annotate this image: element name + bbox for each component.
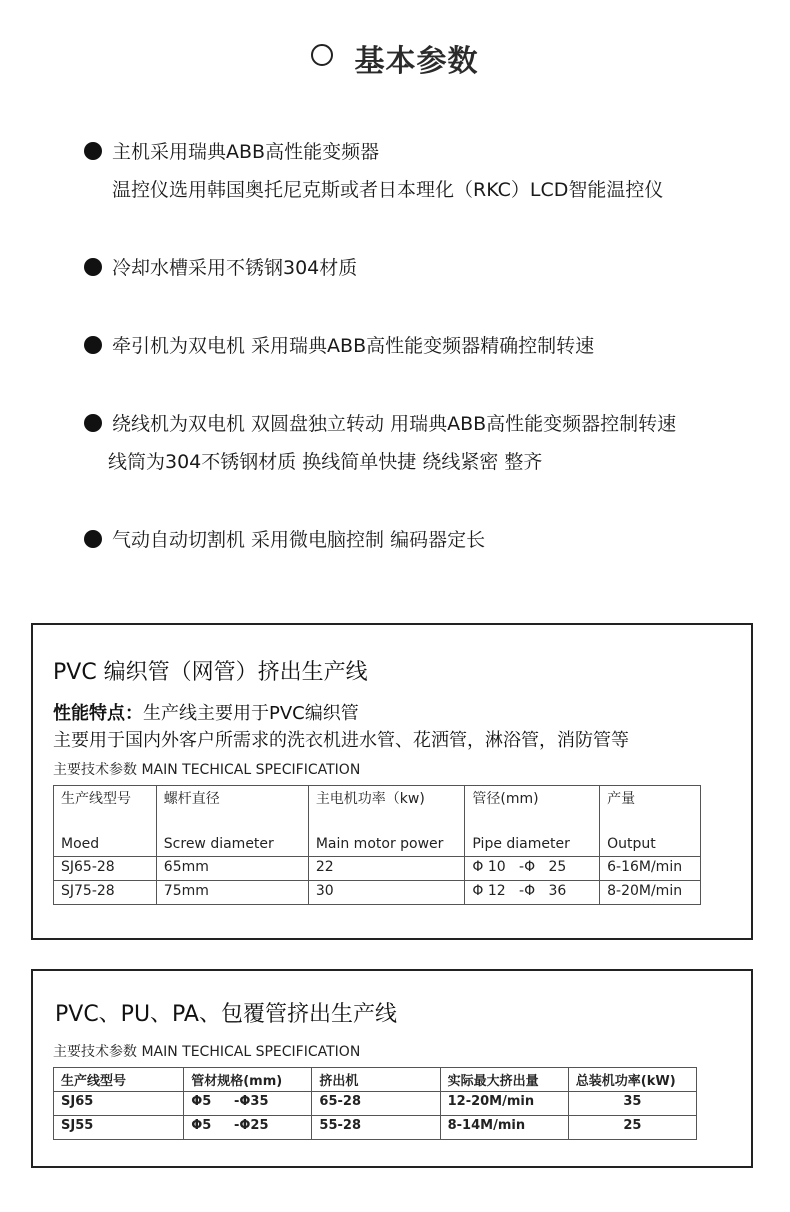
spec-label: 主要技术参数 MAIN TECHICAL SPECIFICATION — [53, 762, 361, 778]
table-cell: 35 — [568, 1092, 696, 1116]
circle-icon — [311, 44, 333, 66]
table-header-cell: 生产线型号 — [54, 1068, 184, 1092]
spec-table — [53, 1067, 697, 1140]
table-cell: 30 — [308, 881, 465, 905]
table-cell: 25 — [568, 1116, 696, 1140]
bullet-icon — [84, 414, 102, 432]
table-header-row — [54, 786, 701, 857]
table-row — [54, 1092, 697, 1116]
bullet-icon — [84, 258, 102, 276]
table-row — [54, 881, 701, 905]
table-cell: 22 — [308, 857, 465, 881]
table-cell: Φ5 -Φ25 — [184, 1116, 312, 1140]
bullet-text: 主机采用瑞典ABB高性能变频器 — [112, 141, 380, 163]
section-header — [0, 36, 790, 80]
spec-table — [53, 785, 701, 905]
list-item — [84, 140, 663, 202]
table-cell: 12-20M/min — [440, 1092, 568, 1116]
features-text: 生产线主要用于PVC编织管 — [143, 703, 359, 724]
table-header-cell: 主电机功率（kw) Main motor power — [308, 786, 465, 857]
table-header-cell: 螺杆直径 Screw diameter — [156, 786, 308, 857]
bullet-text: 绕线机为双电机 双圆盘独立转动 用瑞典ABB高性能变频器控制转速 — [112, 413, 677, 435]
table-cell: Φ 12 -Φ 36 — [465, 881, 600, 905]
table-header-cell: 管径(mm) Pipe diameter — [465, 786, 600, 857]
table-header-row — [54, 1068, 697, 1092]
table-header-cell: 管材规格(mm) — [184, 1068, 312, 1092]
table-header-cell: 产量 Output — [600, 786, 701, 857]
list-item — [84, 412, 676, 474]
bullet-icon — [84, 336, 102, 354]
table-row — [54, 1116, 697, 1140]
table-cell: Φ 10 -Φ 25 — [465, 857, 600, 881]
table-cell: 75mm — [156, 881, 308, 905]
section-title: 基本参数 — [354, 44, 479, 79]
features — [53, 699, 359, 725]
table-cell: 65-28 — [312, 1092, 440, 1116]
bullet-text-continued: 线筒为304不锈钢材质 换线简单快捷 绕线紧密 整齐 — [108, 451, 543, 473]
table-header-cell: 总装机功率(kW) — [568, 1068, 696, 1092]
table-cell: SJ55 — [54, 1116, 184, 1140]
product-box-coated-pipe — [31, 969, 753, 1168]
table-cell: Φ5 -Φ35 — [184, 1092, 312, 1116]
table-cell: SJ75-28 — [54, 881, 157, 905]
product-title: PVC 编织管（网管）挤出生产线 — [53, 660, 368, 685]
table-header-cell: 实际最大挤出量 — [440, 1068, 568, 1092]
table-header-cell: 挤出机 — [312, 1068, 440, 1092]
table-cell: 6-16M/min — [600, 857, 701, 881]
table-cell: 55-28 — [312, 1116, 440, 1140]
features-label: 性能特点： — [53, 703, 143, 724]
spec-label: 主要技术参数 MAIN TECHICAL SPECIFICATION — [53, 1044, 361, 1060]
table-cell: SJ65-28 — [54, 857, 157, 881]
table-row — [54, 857, 701, 881]
usage-text: 主要用于国内外客户所需求的洗衣机进水管、花洒管，淋浴管，消防管等 — [53, 730, 629, 751]
table-cell: 8-20M/min — [600, 881, 701, 905]
table-header-cell: 生产线型号 Moed — [54, 786, 157, 857]
bullet-text: 冷却水槽采用不锈钢304材质 — [112, 257, 358, 279]
table-cell: 65mm — [156, 857, 308, 881]
table-cell: SJ65 — [54, 1092, 184, 1116]
list-item — [84, 334, 594, 358]
bullet-text-continued: 温控仪选用韩国奥托尼克斯或者日本理化（RKC）LCD智能温控仪 — [112, 179, 664, 201]
table-cell: 8-14M/min — [440, 1116, 568, 1140]
product-box-braided-pipe — [31, 623, 753, 940]
list-item — [84, 528, 485, 552]
list-item — [84, 256, 357, 280]
product-title: PVC、PU、PA、包覆管挤出生产线 — [55, 1002, 397, 1027]
bullet-text: 牵引机为双电机 采用瑞典ABB高性能变频器精确控制转速 — [112, 335, 595, 357]
bullet-icon — [84, 142, 102, 160]
bullet-text: 气动自动切割机 采用微电脑控制 编码器定长 — [112, 529, 486, 551]
bullet-icon — [84, 530, 102, 548]
